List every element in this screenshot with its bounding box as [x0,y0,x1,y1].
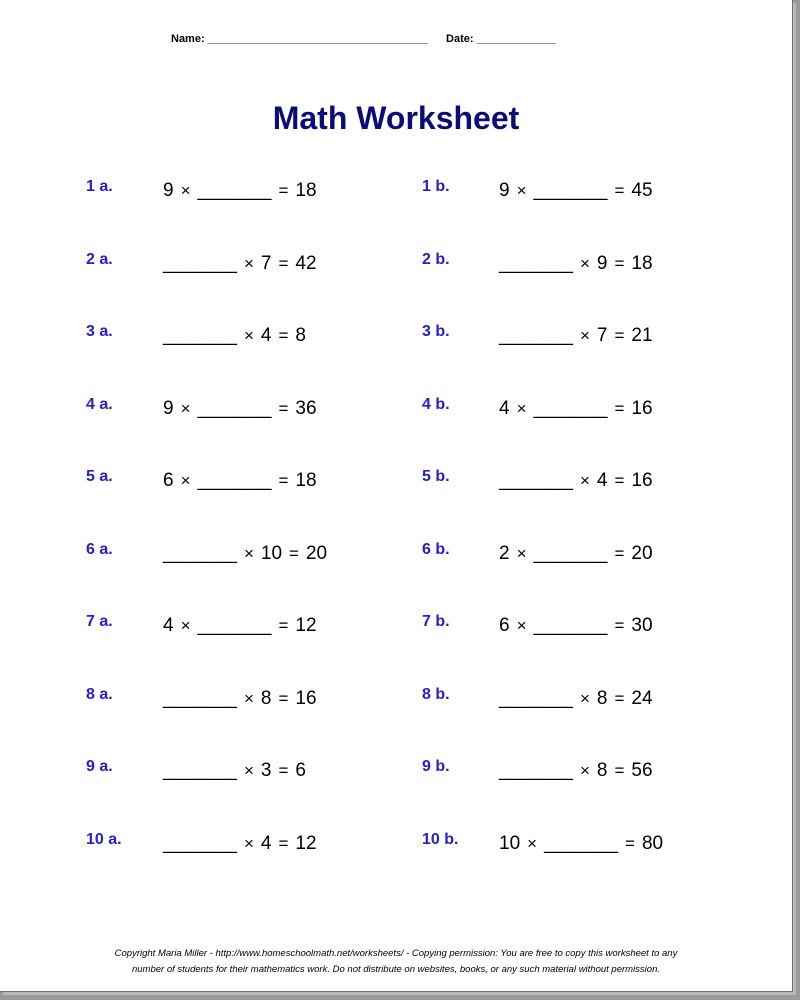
number: 45 [631,180,653,201]
number: 18 [295,180,317,201]
problem-equation [499,543,653,565]
number: 24 [631,687,653,709]
date-field-label: Date: _____________ [446,33,557,45]
problem-equation [163,470,317,492]
problem-label: 5 a. [86,468,113,485]
times-sign: × [243,253,254,273]
problem-equation [163,688,317,710]
number: 10 [260,542,283,564]
number: 42 [295,252,317,274]
times-sign: × [243,833,254,853]
problem-equation [499,760,653,782]
copyright-line-1: Copyright Maria Miller - http://www.homeschoolmath.net/worksheets/ - Copying permission: You are free to copy this worksheet to any [114,948,678,959]
problem-label: 4 a. [86,395,113,413]
answer-blank[interactable]: _______ [197,397,272,419]
number: 8 [596,687,608,709]
answer-blank[interactable]: _______ [163,542,237,564]
problem-label: 8 b. [422,685,450,703]
number: 20 [631,542,653,564]
equals-sign: = [278,181,289,200]
equals-sign: = [278,471,289,490]
number: 18 [631,252,653,274]
name-field-label: Name: ____________________________________ [171,33,428,45]
number: 30 [631,615,653,636]
problem-equation [163,398,317,420]
problem-equation [499,688,653,710]
problem-label: 10 b. [422,830,459,848]
number: 9 [596,252,608,274]
equals-sign: = [614,688,625,708]
times-sign: × [180,181,191,200]
problem-label: 1 b. [422,178,450,195]
number: 3 [260,760,272,781]
equals-sign: = [614,181,625,200]
answer-blank[interactable]: _______ [163,687,237,709]
number: 12 [295,615,317,636]
problem-equation [163,253,317,275]
number: 10 [499,832,521,854]
number: 18 [295,470,317,491]
problem-equation [163,760,306,782]
number: 4 [163,615,174,636]
equals-sign: = [278,688,289,708]
problem-label: 7 b. [422,613,450,630]
number: 9 [163,180,174,201]
equals-sign: = [614,253,625,273]
times-sign: × [579,253,590,273]
answer-blank[interactable]: _______ [533,180,608,201]
number: 2 [499,542,510,564]
answer-blank[interactable]: _______ [197,180,272,201]
problem-label: 10 a. [86,830,122,848]
times-sign: × [180,471,191,490]
equals-sign: = [278,833,289,853]
number: 56 [631,760,653,781]
answer-blank[interactable]: _______ [533,615,608,636]
problem-equation [499,833,663,855]
number: 21 [631,325,653,346]
problem-label: 9 b. [422,758,450,775]
times-sign: × [579,688,590,708]
name-date-header [171,33,556,45]
problem-label: 4 b. [422,395,450,413]
problem-label: 3 b. [422,323,450,340]
problem-equation [499,325,653,347]
number: 16 [295,687,317,709]
equals-sign: = [278,761,289,780]
number: 6 [295,760,306,781]
answer-blank[interactable]: _______ [163,832,237,854]
equals-sign: = [614,616,625,635]
problem-label: 2 a. [86,250,113,268]
times-sign: × [243,688,254,708]
problem-equation [163,543,327,565]
problem-equation [499,398,653,420]
answer-blank[interactable]: _______ [163,325,237,346]
times-sign: × [516,398,527,418]
times-sign: × [516,181,527,200]
problem-equation [163,833,317,855]
answer-blank[interactable]: _______ [533,542,608,564]
equals-sign: = [614,398,625,418]
number: 4 [596,470,608,491]
times-sign: × [243,543,254,563]
times-sign: × [180,398,191,418]
number: 8 [596,760,608,781]
problem-equation [499,470,653,492]
equals-sign: = [614,543,625,563]
equals-sign: = [614,326,625,345]
number: 9 [499,180,510,201]
problem-label: 6 b. [422,540,450,558]
problem-equation [499,615,653,637]
number: 7 [260,252,272,274]
equals-sign: = [614,471,625,490]
problem-label: 9 a. [86,758,113,775]
problem-label: 3 a. [86,323,113,340]
problem-label: 7 a. [86,613,113,630]
problem-label: 1 a. [86,178,113,195]
number: 7 [596,325,608,346]
answer-blank[interactable]: _______ [533,397,608,419]
number: 4 [260,832,272,854]
page-title: Math Worksheet [272,100,520,136]
number: 20 [305,542,328,564]
number: 8 [260,687,272,709]
times-sign: × [243,326,254,345]
number: 16 [631,397,653,419]
answer-blank[interactable]: _______ [163,252,237,274]
number: 36 [295,397,317,419]
number: 12 [295,832,317,854]
number: 80 [641,832,664,854]
answer-blank[interactable]: _______ [499,760,573,781]
times-sign: × [579,471,590,490]
problem-label: 2 b. [422,250,450,268]
number: 4 [260,325,272,346]
number: 9 [163,397,174,419]
copyright-footer [0,946,792,978]
equals-sign: = [614,761,625,780]
number: 6 [163,470,174,491]
number: 6 [499,615,510,636]
problem-equation [163,180,317,202]
answer-blank[interactable]: _______ [544,832,619,854]
answer-blank[interactable]: _______ [163,760,237,781]
equals-sign: = [278,616,289,635]
answer-blank[interactable]: _______ [197,470,272,491]
answer-blank[interactable]: _______ [499,687,573,709]
equals-sign: = [625,833,635,853]
problem-label: 5 b. [422,468,450,485]
equals-sign: = [278,326,289,345]
equals-sign: = [278,398,289,418]
number: 4 [499,397,510,419]
times-sign: × [579,326,590,345]
times-sign: × [516,616,527,635]
equals-sign: = [289,543,299,563]
answer-blank[interactable]: _______ [499,470,573,491]
number: 8 [295,325,306,346]
problem-equation [163,615,317,637]
answer-blank[interactable]: _______ [499,325,573,346]
copyright-line-2: number of students for their mathematics work. Do not distribute on websites, books, or any such material without permission. [131,964,660,975]
times-sign: × [180,616,191,635]
problem-equation [163,325,306,347]
times-sign: × [579,761,590,780]
equals-sign: = [278,253,289,273]
times-sign: × [527,833,538,853]
answer-blank[interactable]: _______ [499,252,573,274]
problem-equation [499,180,653,202]
number: 16 [631,470,653,491]
problem-equation [499,253,653,275]
times-sign: × [516,543,527,563]
problem-label: 6 a. [86,540,113,558]
times-sign: × [243,761,254,780]
answer-blank[interactable]: _______ [197,615,272,636]
problem-label: 8 a. [86,685,113,703]
